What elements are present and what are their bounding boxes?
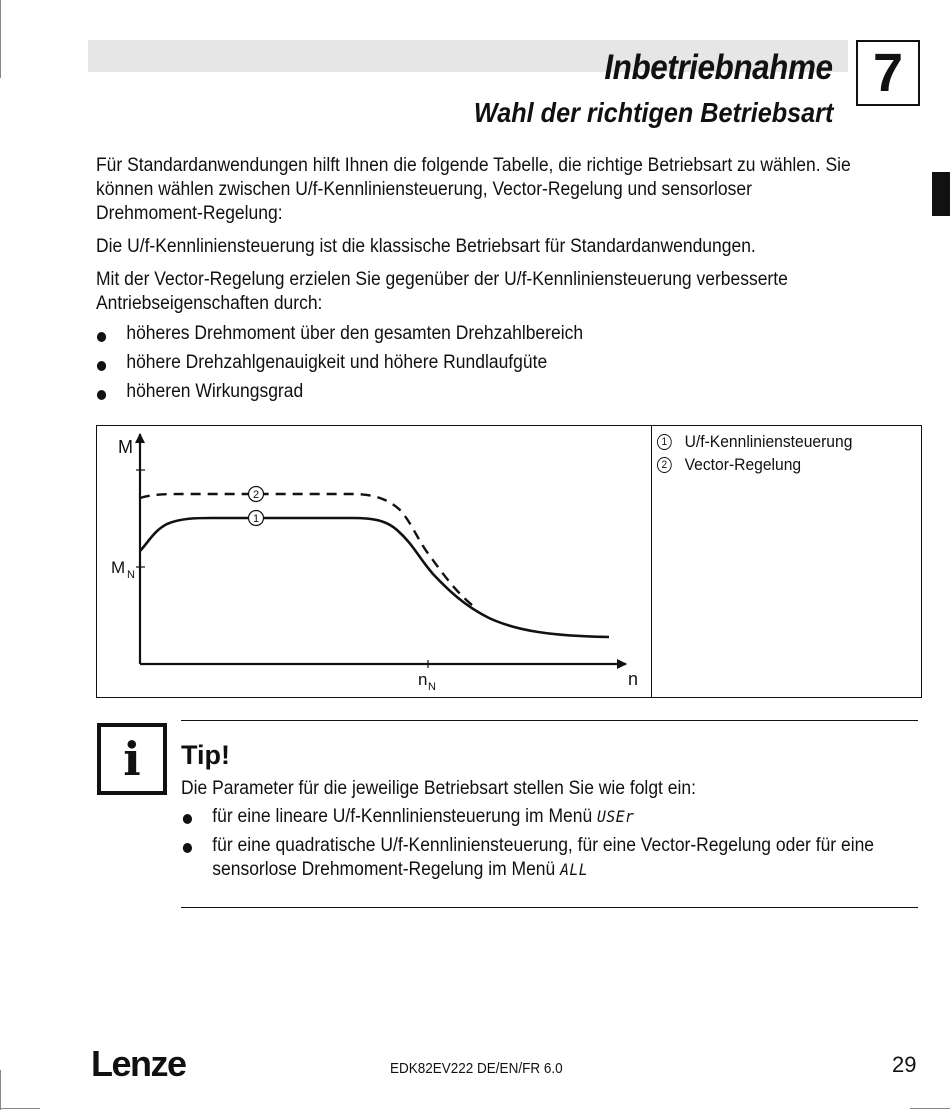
- info-icon: [97, 723, 167, 795]
- y-axis-label: M: [118, 437, 133, 457]
- chapter-number: 7: [872, 43, 904, 103]
- legend-item: [657, 430, 852, 453]
- menu-code: USEr: [597, 807, 635, 826]
- paragraph: Die U/f-Kennliniensteuerung ist die klassische Betriebsart für Standardanwendungen.: [96, 236, 756, 257]
- crop-mark: [0, 0, 1, 78]
- x-tick-subscript: N: [428, 681, 436, 693]
- curve-vector-control: [140, 494, 477, 609]
- figure-legend: [657, 430, 852, 476]
- document-id: EDK82EV222 DE/EN/FR 6.0: [390, 1060, 563, 1077]
- chapter-title: Inbetriebnahme: [604, 48, 833, 87]
- legend-item: [657, 453, 852, 476]
- list-item-text: höheren Wirkungsgrad: [126, 381, 304, 402]
- torque-speed-figure: [96, 425, 922, 698]
- legend-label: U/f-Kennliniensteuerung: [684, 432, 853, 451]
- section-title: Wahl der richtigen Betriebsart: [473, 97, 833, 128]
- bullet-icon: [183, 814, 192, 824]
- x-tick-label: n: [418, 670, 428, 689]
- tip-item-text: für eine lineare U/f-Kennliniensteuerung im Menü: [212, 806, 593, 827]
- legend-marker: 2: [657, 457, 672, 473]
- lenze-logo: Lenze: [91, 1043, 186, 1084]
- figure-divider: [651, 426, 652, 697]
- chapter-number-box: [856, 40, 920, 106]
- x-axis-label: n: [628, 669, 639, 689]
- list-item: [181, 805, 880, 829]
- curve1-marker: 1: [252, 513, 260, 525]
- list-item: [96, 322, 856, 351]
- list-item-text: höheres Drehmoment über den gesamten Drehzahlbereich: [126, 323, 584, 344]
- bullet-icon: [97, 361, 106, 371]
- bullet-icon: [183, 843, 192, 853]
- menu-code: ALL: [560, 860, 589, 879]
- tip-bottom-rule: [181, 907, 918, 908]
- y-tick-subscript: N: [127, 569, 135, 581]
- paragraph: Für Standardanwendungen hilft Ihnen die folgende Tabelle, die richtige Betriebsart zu wählen. Sie können wählen zwischen U/f-Kennliniensteuerung, Vector-Regelung und sensorloser Drehmoment-Regelung:: [96, 155, 851, 224]
- tip-list: [181, 805, 880, 882]
- info-letter-icon: i: [123, 732, 141, 786]
- list-item: [181, 834, 880, 882]
- list-item: [96, 380, 856, 409]
- paragraph: Mit der Vector-Regelung erzielen Sie gegenüber der U/f-Kennliniensteuerung verbesserte Antriebseigenschaften durch:: [96, 269, 788, 314]
- legend-label: Vector-Regelung: [684, 455, 802, 474]
- tip-top-rule: [181, 720, 918, 721]
- crop-mark: [910, 1108, 950, 1109]
- bullet-icon: [97, 390, 106, 400]
- torque-speed-diagram: [97, 426, 651, 697]
- page-number: 29: [892, 1052, 917, 1077]
- curve-uf-control: [140, 518, 609, 637]
- crop-mark: [0, 1108, 40, 1109]
- body-text: [96, 154, 856, 409]
- tip-title: Tip!: [181, 740, 230, 770]
- bullet-icon: [97, 332, 106, 342]
- chapter-tab-marker: [932, 172, 950, 216]
- tip-body: [181, 777, 880, 887]
- y-tick-label: M: [111, 558, 126, 577]
- list-item-text: höhere Drehzahlgenauigkeit und höhere Rundlaufgüte: [126, 352, 548, 373]
- tip-item-text: für eine quadratische U/f-Kennliniensteuerung, für eine Vector-Regelung oder für eine sensorlose Drehmoment-Regelung im Menü: [212, 835, 875, 880]
- bullet-list: [96, 322, 856, 409]
- list-item: [96, 351, 856, 380]
- tip-intro: Die Parameter für die jeweilige Betriebsart stellen Sie wie folgt ein:: [181, 778, 696, 799]
- curve2-marker: 2: [252, 489, 260, 501]
- legend-marker: 1: [657, 434, 672, 450]
- crop-mark: [0, 1070, 1, 1110]
